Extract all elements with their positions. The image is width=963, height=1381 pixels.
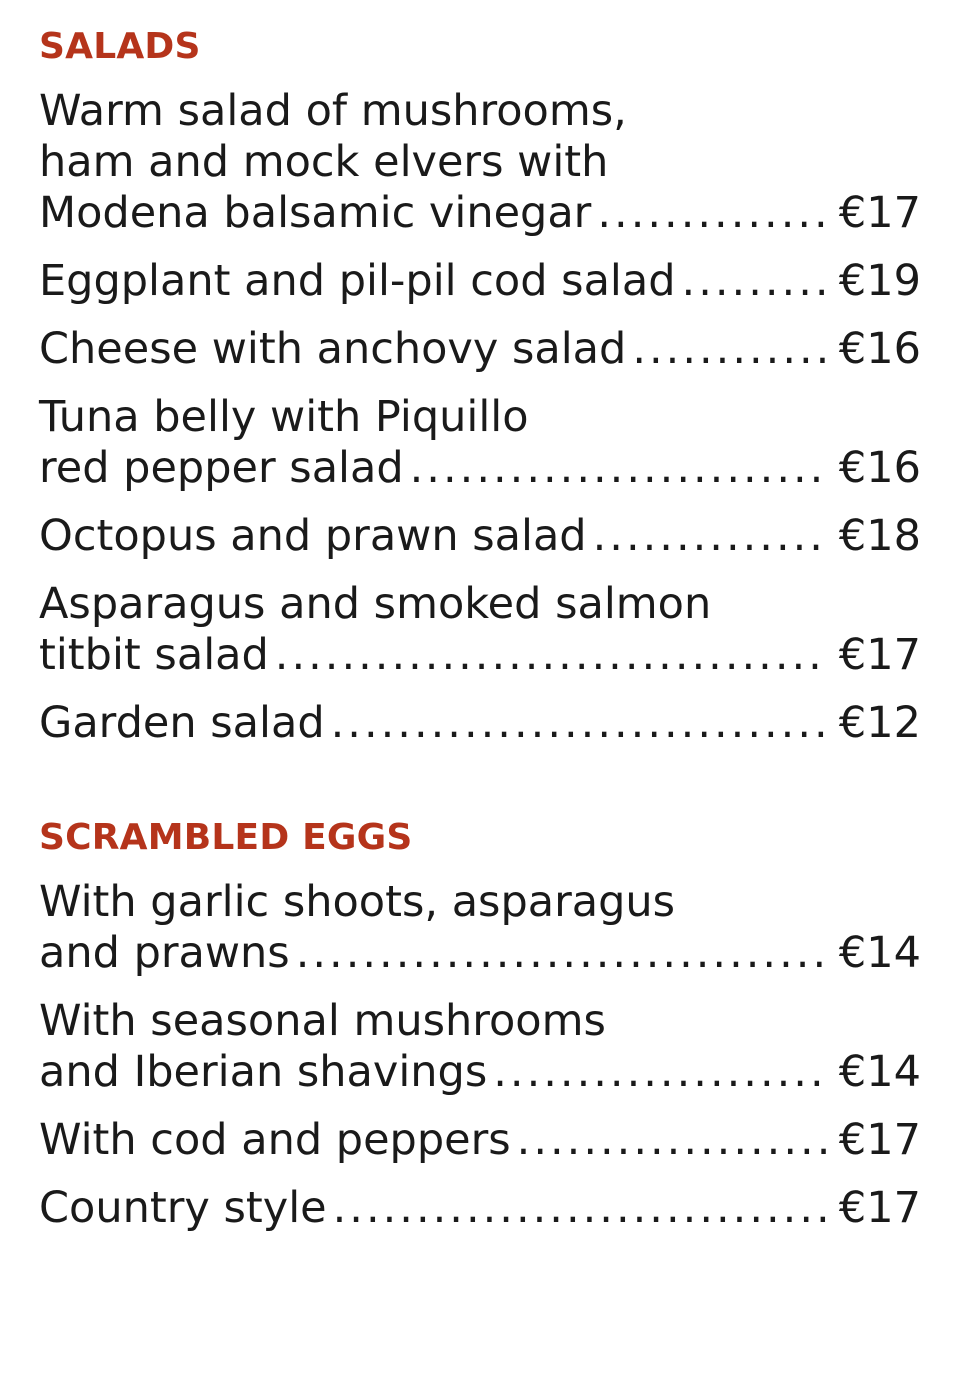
item-price: €14 — [838, 1047, 921, 1097]
item-price: €19 — [838, 256, 921, 306]
menu-item — [39, 1115, 921, 1166]
menu-item — [39, 392, 921, 494]
item-price-line — [39, 928, 921, 979]
item-price: €16 — [838, 324, 921, 374]
item-price: €14 — [838, 928, 921, 978]
dot-leader — [593, 511, 829, 562]
menu-item — [39, 877, 921, 979]
item-price: €17 — [838, 1115, 921, 1165]
item-name: Modena balsamic vinegar — [39, 188, 592, 238]
item-name: Garden salad — [39, 698, 325, 748]
item-price: €17 — [838, 188, 921, 238]
item-price: €17 — [838, 630, 921, 680]
item-price-line — [39, 324, 921, 375]
item-price: €12 — [838, 698, 921, 748]
menu-item — [39, 1183, 921, 1234]
dot-leader — [275, 630, 829, 681]
item-price-line — [39, 698, 921, 749]
dot-leader — [333, 1183, 829, 1234]
menu-item — [39, 324, 921, 375]
menu-item — [39, 256, 921, 307]
item-price: €16 — [838, 443, 921, 493]
item-name-line: Warm salad of mushrooms, — [39, 86, 627, 136]
dot-leader — [331, 698, 829, 749]
section-scrambled-eggs — [39, 813, 921, 1234]
dot-leader — [597, 188, 829, 239]
item-name: Octopus and prawn salad — [39, 511, 587, 561]
dot-leader — [296, 928, 829, 979]
item-price-line — [39, 1047, 921, 1098]
item-name: Country style — [39, 1183, 327, 1233]
item-name: and prawns — [39, 928, 290, 978]
item-name: and Iberian shavings — [39, 1047, 488, 1097]
dot-leader — [410, 443, 829, 494]
menu-item — [39, 86, 921, 239]
dot-leader — [632, 324, 829, 375]
item-price-line — [39, 256, 921, 307]
section-salads — [39, 22, 921, 749]
dot-leader — [517, 1115, 829, 1166]
item-name-line: With seasonal mushrooms — [39, 996, 606, 1046]
item-name: titbit salad — [39, 630, 269, 680]
menu — [39, 22, 921, 1251]
item-name-line: Asparagus and smoked salmon — [39, 579, 712, 629]
item-name-line: With garlic shoots, asparagus — [39, 877, 676, 927]
menu-item — [39, 996, 921, 1098]
item-price-line — [39, 188, 921, 239]
item-price-line — [39, 630, 921, 681]
menu-item — [39, 698, 921, 749]
item-price-line — [39, 443, 921, 494]
section-title: SCRAMBLED EGGS — [39, 817, 413, 858]
item-name: red pepper salad — [39, 443, 404, 493]
item-name: Cheese with anchovy salad — [39, 324, 627, 374]
menu-item — [39, 579, 921, 681]
item-price-line — [39, 1183, 921, 1234]
item-name: With cod and peppers — [39, 1115, 511, 1165]
dot-leader — [493, 1047, 829, 1098]
item-price-line — [39, 1115, 921, 1166]
item-name-line: Tuna belly with Piquillo — [39, 392, 529, 442]
item-price: €18 — [838, 511, 921, 561]
dot-leader — [682, 256, 829, 307]
item-price: €17 — [838, 1183, 921, 1233]
menu-item — [39, 511, 921, 562]
item-price-line — [39, 511, 921, 562]
item-name: Eggplant and pil-pil cod salad — [39, 256, 676, 306]
section-title: SALADS — [39, 26, 201, 67]
item-name-line: ham and mock elvers with — [39, 137, 609, 187]
